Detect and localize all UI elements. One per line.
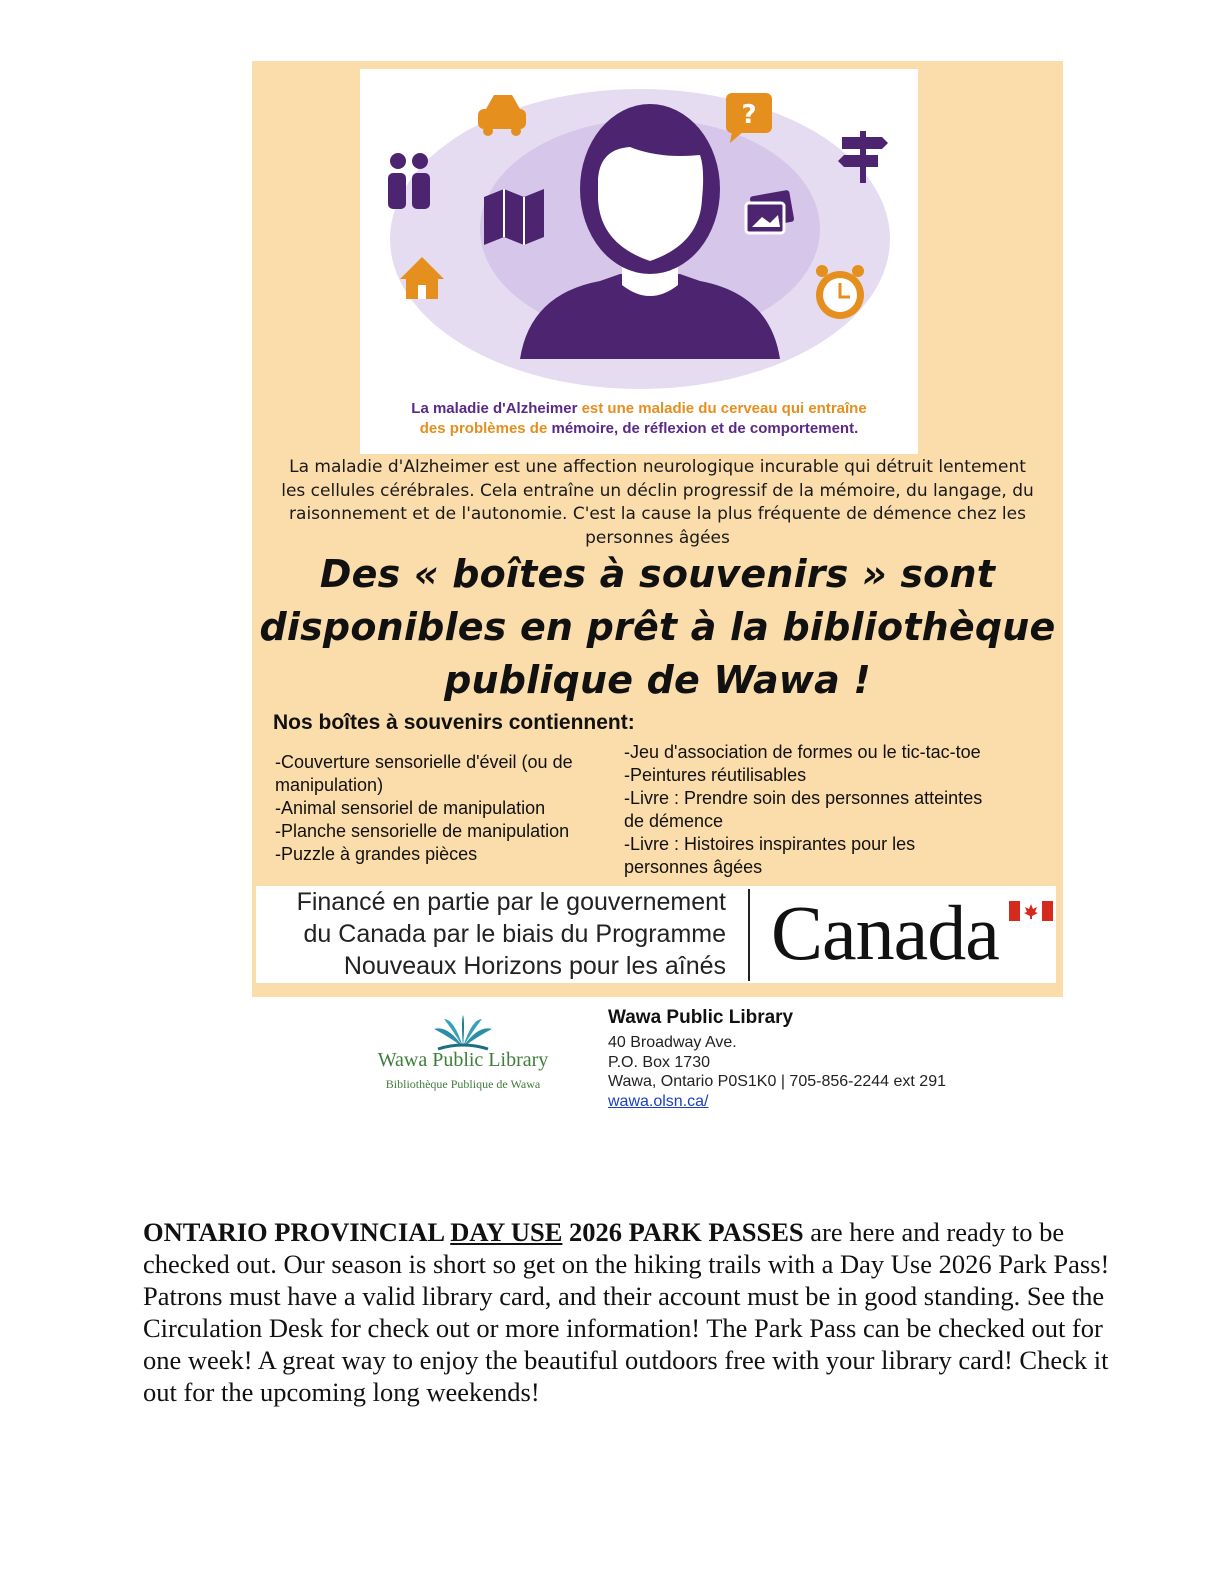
park-pass-body: are here and ready to be checked out. Our season is short so get on the hiking trails with a Day Use 2026 Park Pass! Patrons must have a valid library card, and their account must be in good standing. See the Circulation Desk for check out or more information! The Park Pass can be checked out for one week! A great way to enjoy the beautiful outdoors free with your library card! Check it out for the upcoming long weekends! [143,1217,1110,1407]
intro-line: personnes âgées [585,527,730,548]
park-pass-bold-1: ONTARIO PROVINCIAL [143,1217,451,1247]
poster-headline [252,548,1063,707]
intro-line: les cellules cérébrales. Cela entraîne un déclin progressif de la mémoire, du langage, du [281,480,1034,501]
funding-line: Financé en partie par le gouvernement [296,888,726,916]
headline-line: Des « boîtes à souvenirs » sont [319,552,996,596]
intro-line: raisonnement et de l'autonomie. C'est la cause la plus fréquente de démence chez les [289,504,1026,524]
map-icon [484,189,544,245]
alzheimer-illustration [360,69,918,454]
library-logo-name: Wawa Public Library [377,1049,549,1071]
contents-title: Nos boîtes à souvenirs contiennent: [273,711,635,734]
caption-part4: mémoire, de réflexion et de comportement. [551,420,859,437]
library-logo-subtitle: Bibliothèque Publique de Wawa [385,1077,541,1091]
illustration-caption [360,399,918,439]
alzheimer-poster [252,61,1063,997]
open-book-icon [368,1015,558,1051]
contents-list-right [624,741,1054,879]
list-item: de démence [624,811,724,831]
intro-line: La maladie d'Alzheimer est une affection neurologique incurable qui détruit lentement [289,457,1026,477]
list-item: -Planche sensorielle de manipulation [275,821,570,841]
caption-part2: est une maladie du cerveau qui entraîne [577,400,867,417]
headline-line: publique de Wawa ! [444,658,871,702]
library-po-box: P.O. Box 1730 [608,1053,710,1071]
funding-divider [748,889,750,981]
illustration-graphic [360,69,918,399]
library-contact [608,1005,946,1111]
funding-text [256,886,726,982]
funding-banner [256,886,1056,983]
contents-list-left [275,751,620,866]
library-city-phone: Wawa, Ontario P0S1K0 | 705-856-2244 ext 291 [608,1073,946,1090]
list-item: -Peintures réutilisables [624,765,807,785]
headline-line: disponibles en prêt à la bibliothèque [259,605,1056,649]
library-logo [368,1015,558,1095]
funding-line: du Canada par le biais du Programme [303,920,726,948]
intro-paragraph [262,456,1053,550]
park-pass-underline: DAY USE [450,1217,563,1247]
canada-wordmark: Canada [771,889,999,976]
park-pass-bold-2: 2026 PARK PASSES [562,1217,804,1247]
library-website-link[interactable]: wawa.olsn.ca/ [608,1092,709,1110]
canada-flag-icon [1009,901,1053,921]
library-title: Wawa Public Library [608,1007,794,1028]
list-item: manipulation) [275,775,384,795]
list-item: -Jeu d'association de formes ou le tic-tac-toe [624,742,981,762]
list-item: -Animal sensoriel de manipulation [275,798,546,818]
library-address: 40 Broadway Ave. [608,1034,737,1051]
caption-part3: des problèmes de [419,420,552,437]
list-item: -Puzzle à grandes pièces [275,844,478,864]
alarm-clock-icon [816,265,864,319]
list-item: -Livre : Histoires inspirantes pour les [624,834,916,854]
caption-part1: La maladie d'Alzheimer [411,400,578,417]
funding-line: Nouveaux Horizons pour les aînés [343,952,726,980]
list-item: -Couverture sensorielle d'éveil (ou de [275,752,573,772]
park-pass-paragraph [143,1216,1133,1408]
svg-text:?: ? [741,100,757,130]
list-item: personnes âgées [624,857,763,877]
list-item: -Livre : Prendre soin des personnes atteintes [624,788,983,808]
